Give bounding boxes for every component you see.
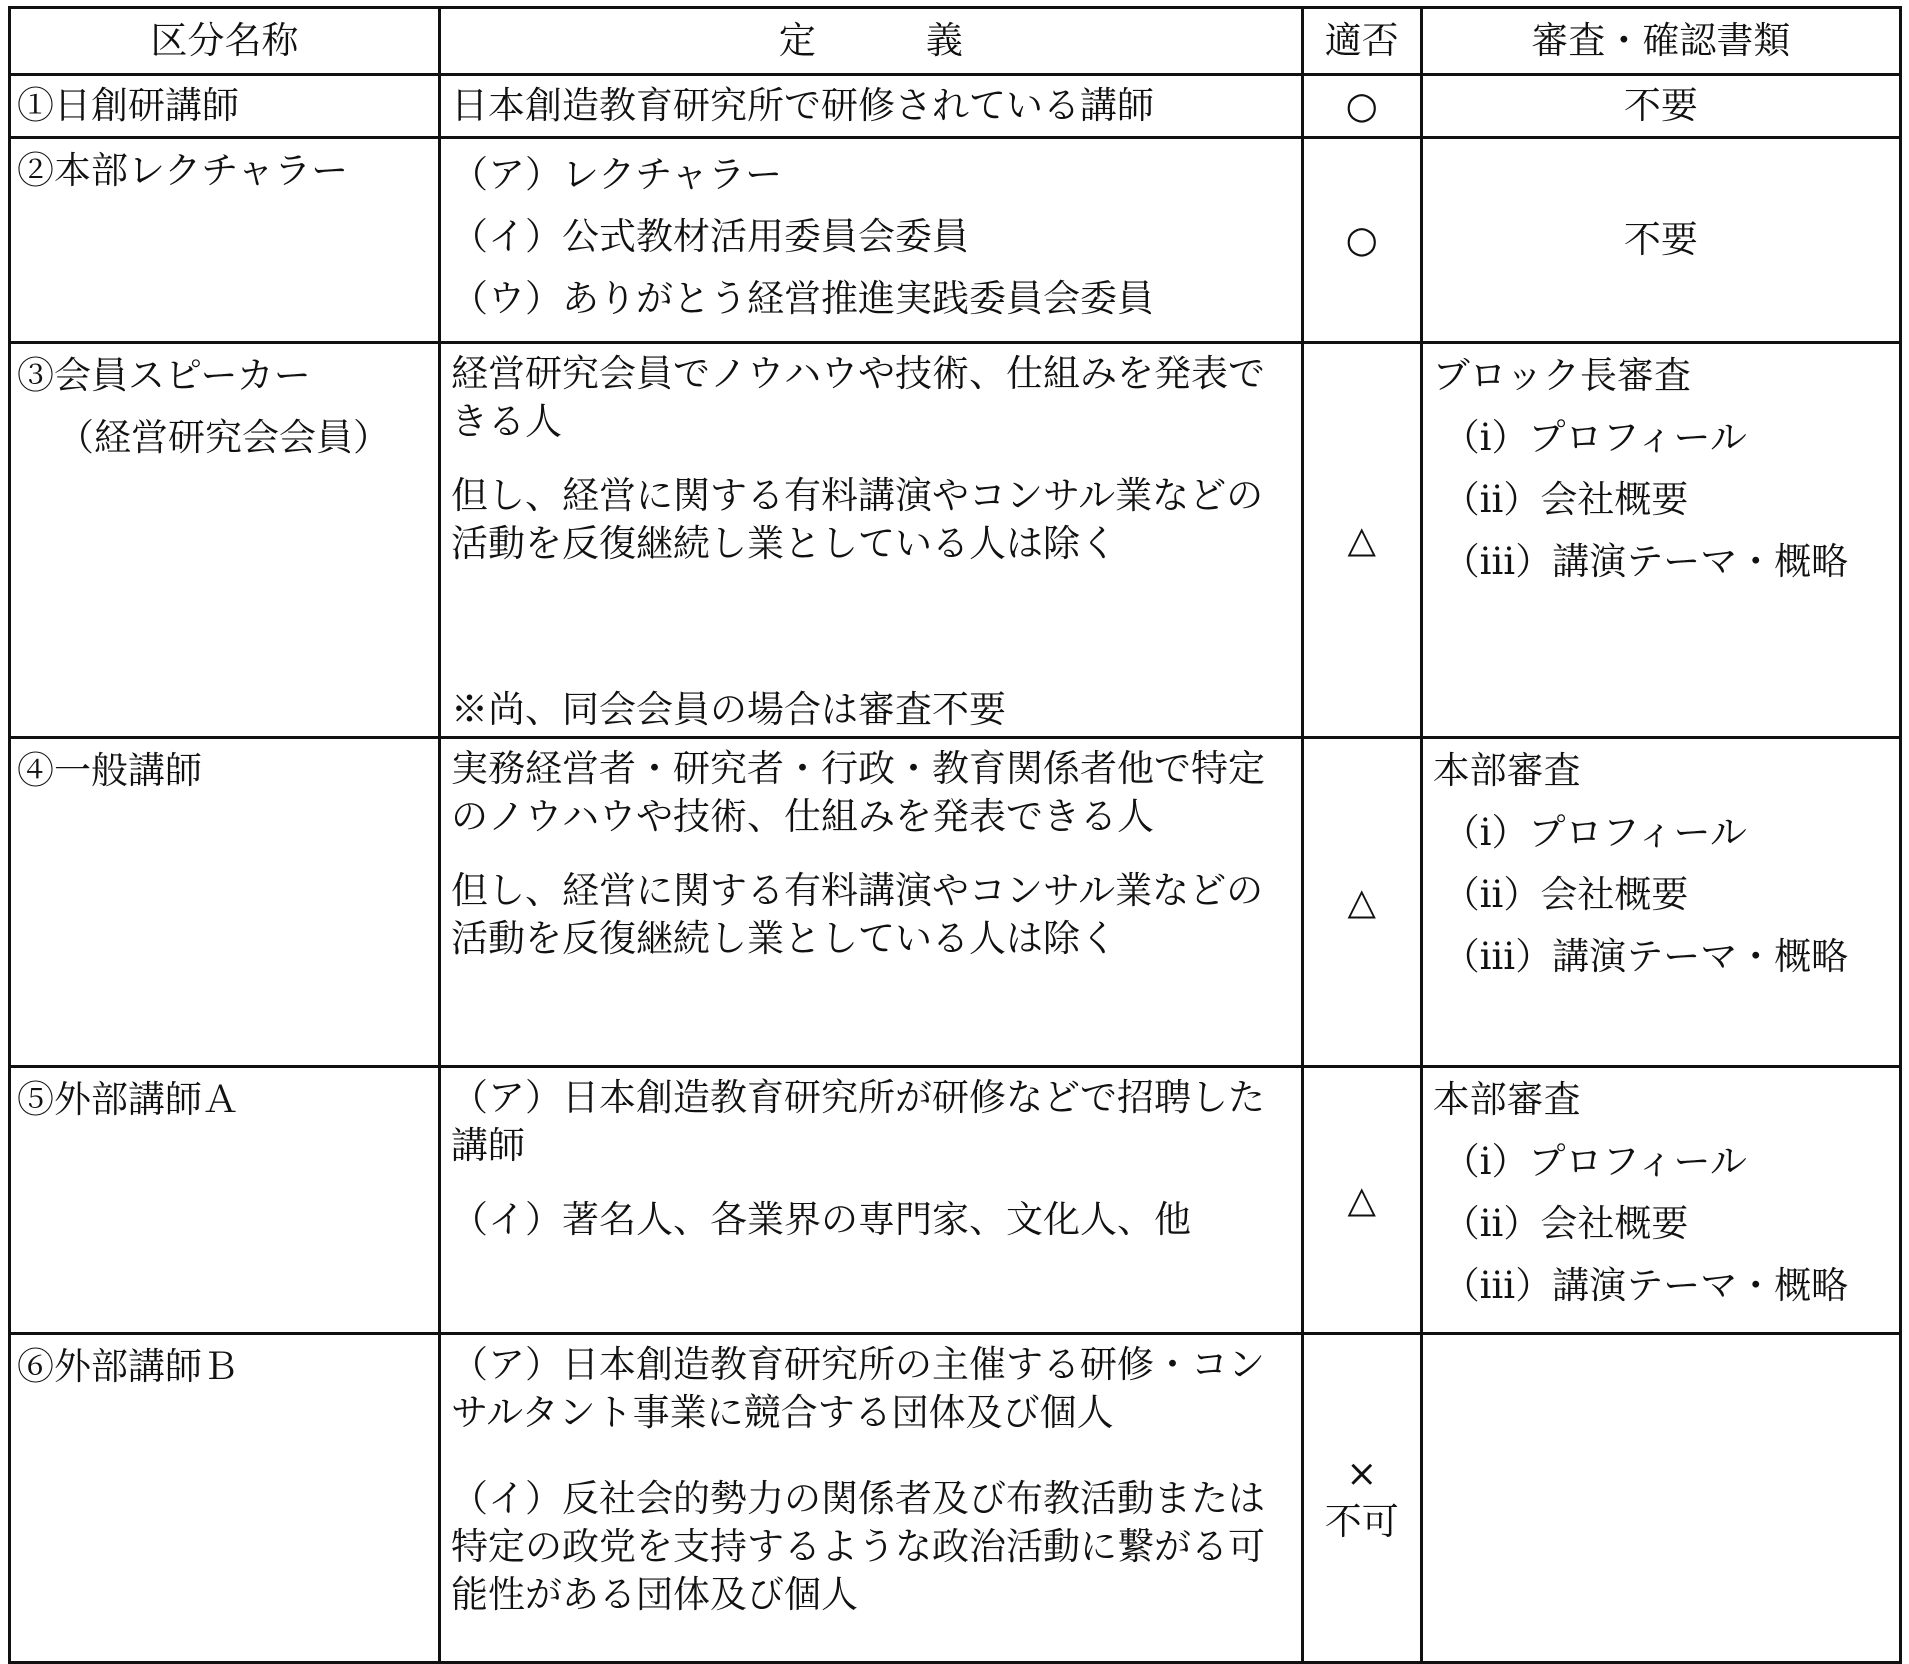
documents-cell <box>1421 343 1900 738</box>
documents-text: 不要 <box>1623 83 1698 127</box>
definition-cell <box>439 738 1302 1067</box>
table-row <box>10 343 1901 738</box>
header-definition-char-1: 定 <box>778 18 816 62</box>
eligibility-mark: × <box>1346 1451 1378 1495</box>
definition-exception: 但し、経営に関する有料講演やコンサル業などの活動を反復継続し業としている人は除く <box>450 474 1264 566</box>
definition-cell <box>439 75 1302 138</box>
definition-cell <box>439 343 1302 738</box>
document-item: （ⅰ）プロフィール <box>1442 416 1747 460</box>
definition-item: （イ）公式教材活用委員会委員 <box>450 215 969 259</box>
documents-cell <box>1421 138 1900 343</box>
table-row <box>10 738 1901 1067</box>
definition-text: 実務経営者・研究者・行政・教育関係者他で特定のノウハウや技術、仕組みを発表できる人 <box>450 747 1265 839</box>
document-page <box>8 6 1902 1664</box>
eligibility-cell <box>1302 343 1421 738</box>
table-row <box>10 138 1901 343</box>
category-name-sub: （経営研究会会員） <box>57 416 390 460</box>
definition-note: ※尚、同会会員の場合は審査不要 <box>450 688 1006 732</box>
category-name: ③会員スピーカー <box>17 354 311 397</box>
speaker-classification-table <box>8 6 1902 1664</box>
header-category: 区分名称 <box>10 8 440 75</box>
document-item: （ⅲ）講演テーマ・概略 <box>1442 540 1849 584</box>
document-item: （ⅱ）会社概要 <box>1442 873 1689 917</box>
definition-item: （ア）日本創造教育研究所が研修などで招聘した講師 <box>450 1076 1265 1168</box>
document-item: （ⅰ）プロフィール <box>1442 1140 1747 1184</box>
header-eligibility: 適否 <box>1302 8 1421 75</box>
definition-cell <box>439 138 1302 343</box>
documents-cell <box>1421 1067 1900 1334</box>
category-cell <box>10 738 440 1067</box>
category-cell <box>10 75 440 138</box>
header-definition-char-2: 義 <box>925 18 963 62</box>
eligibility-mark: △ <box>1347 879 1377 923</box>
eligibility-mark: ○ <box>1345 217 1378 261</box>
definition-item: （ア）レクチャラー <box>450 153 783 196</box>
eligibility-mark: △ <box>1347 517 1377 561</box>
definition-exception: 但し、経営に関する有料講演やコンサル業などの活動を反復継続し業としている人は除く <box>450 869 1264 961</box>
table-row <box>10 1067 1901 1334</box>
eligibility-cell <box>1302 138 1421 343</box>
review-authority: 本部審査 <box>1432 749 1581 792</box>
table-header-row <box>10 8 1901 75</box>
table-row <box>10 75 1901 138</box>
document-item: （ⅱ）会社概要 <box>1442 1202 1689 1246</box>
category-name: ④一般講師 <box>17 749 202 792</box>
definition-text: 日本創造教育研究所で研修されている講師 <box>450 83 1154 127</box>
documents-cell <box>1421 75 1900 138</box>
definition-item: （ア）日本創造教育研究所の主催する研修・コンサルタント事業に競合する団体及び個人 <box>450 1343 1265 1435</box>
definition-item: （イ）反社会的勢力の関係者及び布教活動または特定の政党を支持するような政治活動に繋がる可能性がある団体及び個人 <box>450 1477 1265 1617</box>
document-item: （ⅲ）講演テーマ・概略 <box>1442 1264 1849 1308</box>
eligibility-label: 不可 <box>1324 1500 1399 1543</box>
eligibility-cell <box>1302 1067 1421 1334</box>
category-name: ⑥外部講師Ｂ <box>17 1345 239 1388</box>
review-authority: ブロック長審査 <box>1432 354 1691 397</box>
eligibility-cell <box>1302 738 1421 1067</box>
documents-cell <box>1421 1334 1900 1663</box>
document-item: （ⅰ）プロフィール <box>1442 811 1747 855</box>
eligibility-mark: △ <box>1347 1177 1377 1221</box>
document-item: （ⅱ）会社概要 <box>1442 478 1689 522</box>
definition-cell <box>439 1334 1302 1663</box>
definition-cell <box>439 1067 1302 1334</box>
category-name: ①日創研講師 <box>17 83 239 127</box>
definition-item: （イ）著名人、各業界の専門家、文化人、他 <box>450 1198 1191 1242</box>
review-authority: 本部審査 <box>1432 1078 1581 1121</box>
header-definition <box>439 8 1302 75</box>
definition-text: 経営研究会員でノウハウや技術、仕組みを発表できる人 <box>450 352 1265 444</box>
definition-item: （ウ）ありがとう経営推進実践委員会委員 <box>450 277 1154 321</box>
category-name: ②本部レクチャラー <box>17 149 349 192</box>
category-cell <box>10 1067 440 1334</box>
table-row <box>10 1334 1901 1663</box>
documents-text: 不要 <box>1623 217 1698 261</box>
header-documents: 審査・確認書類 <box>1421 8 1900 75</box>
eligibility-mark: ○ <box>1345 83 1378 127</box>
documents-cell <box>1421 738 1900 1067</box>
category-cell <box>10 1334 440 1663</box>
document-item: （ⅲ）講演テーマ・概略 <box>1442 935 1849 979</box>
eligibility-cell <box>1302 1334 1421 1663</box>
category-cell <box>10 343 440 738</box>
eligibility-cell <box>1302 75 1421 138</box>
category-cell <box>10 138 440 343</box>
category-name: ⑤外部講師Ａ <box>17 1078 239 1121</box>
